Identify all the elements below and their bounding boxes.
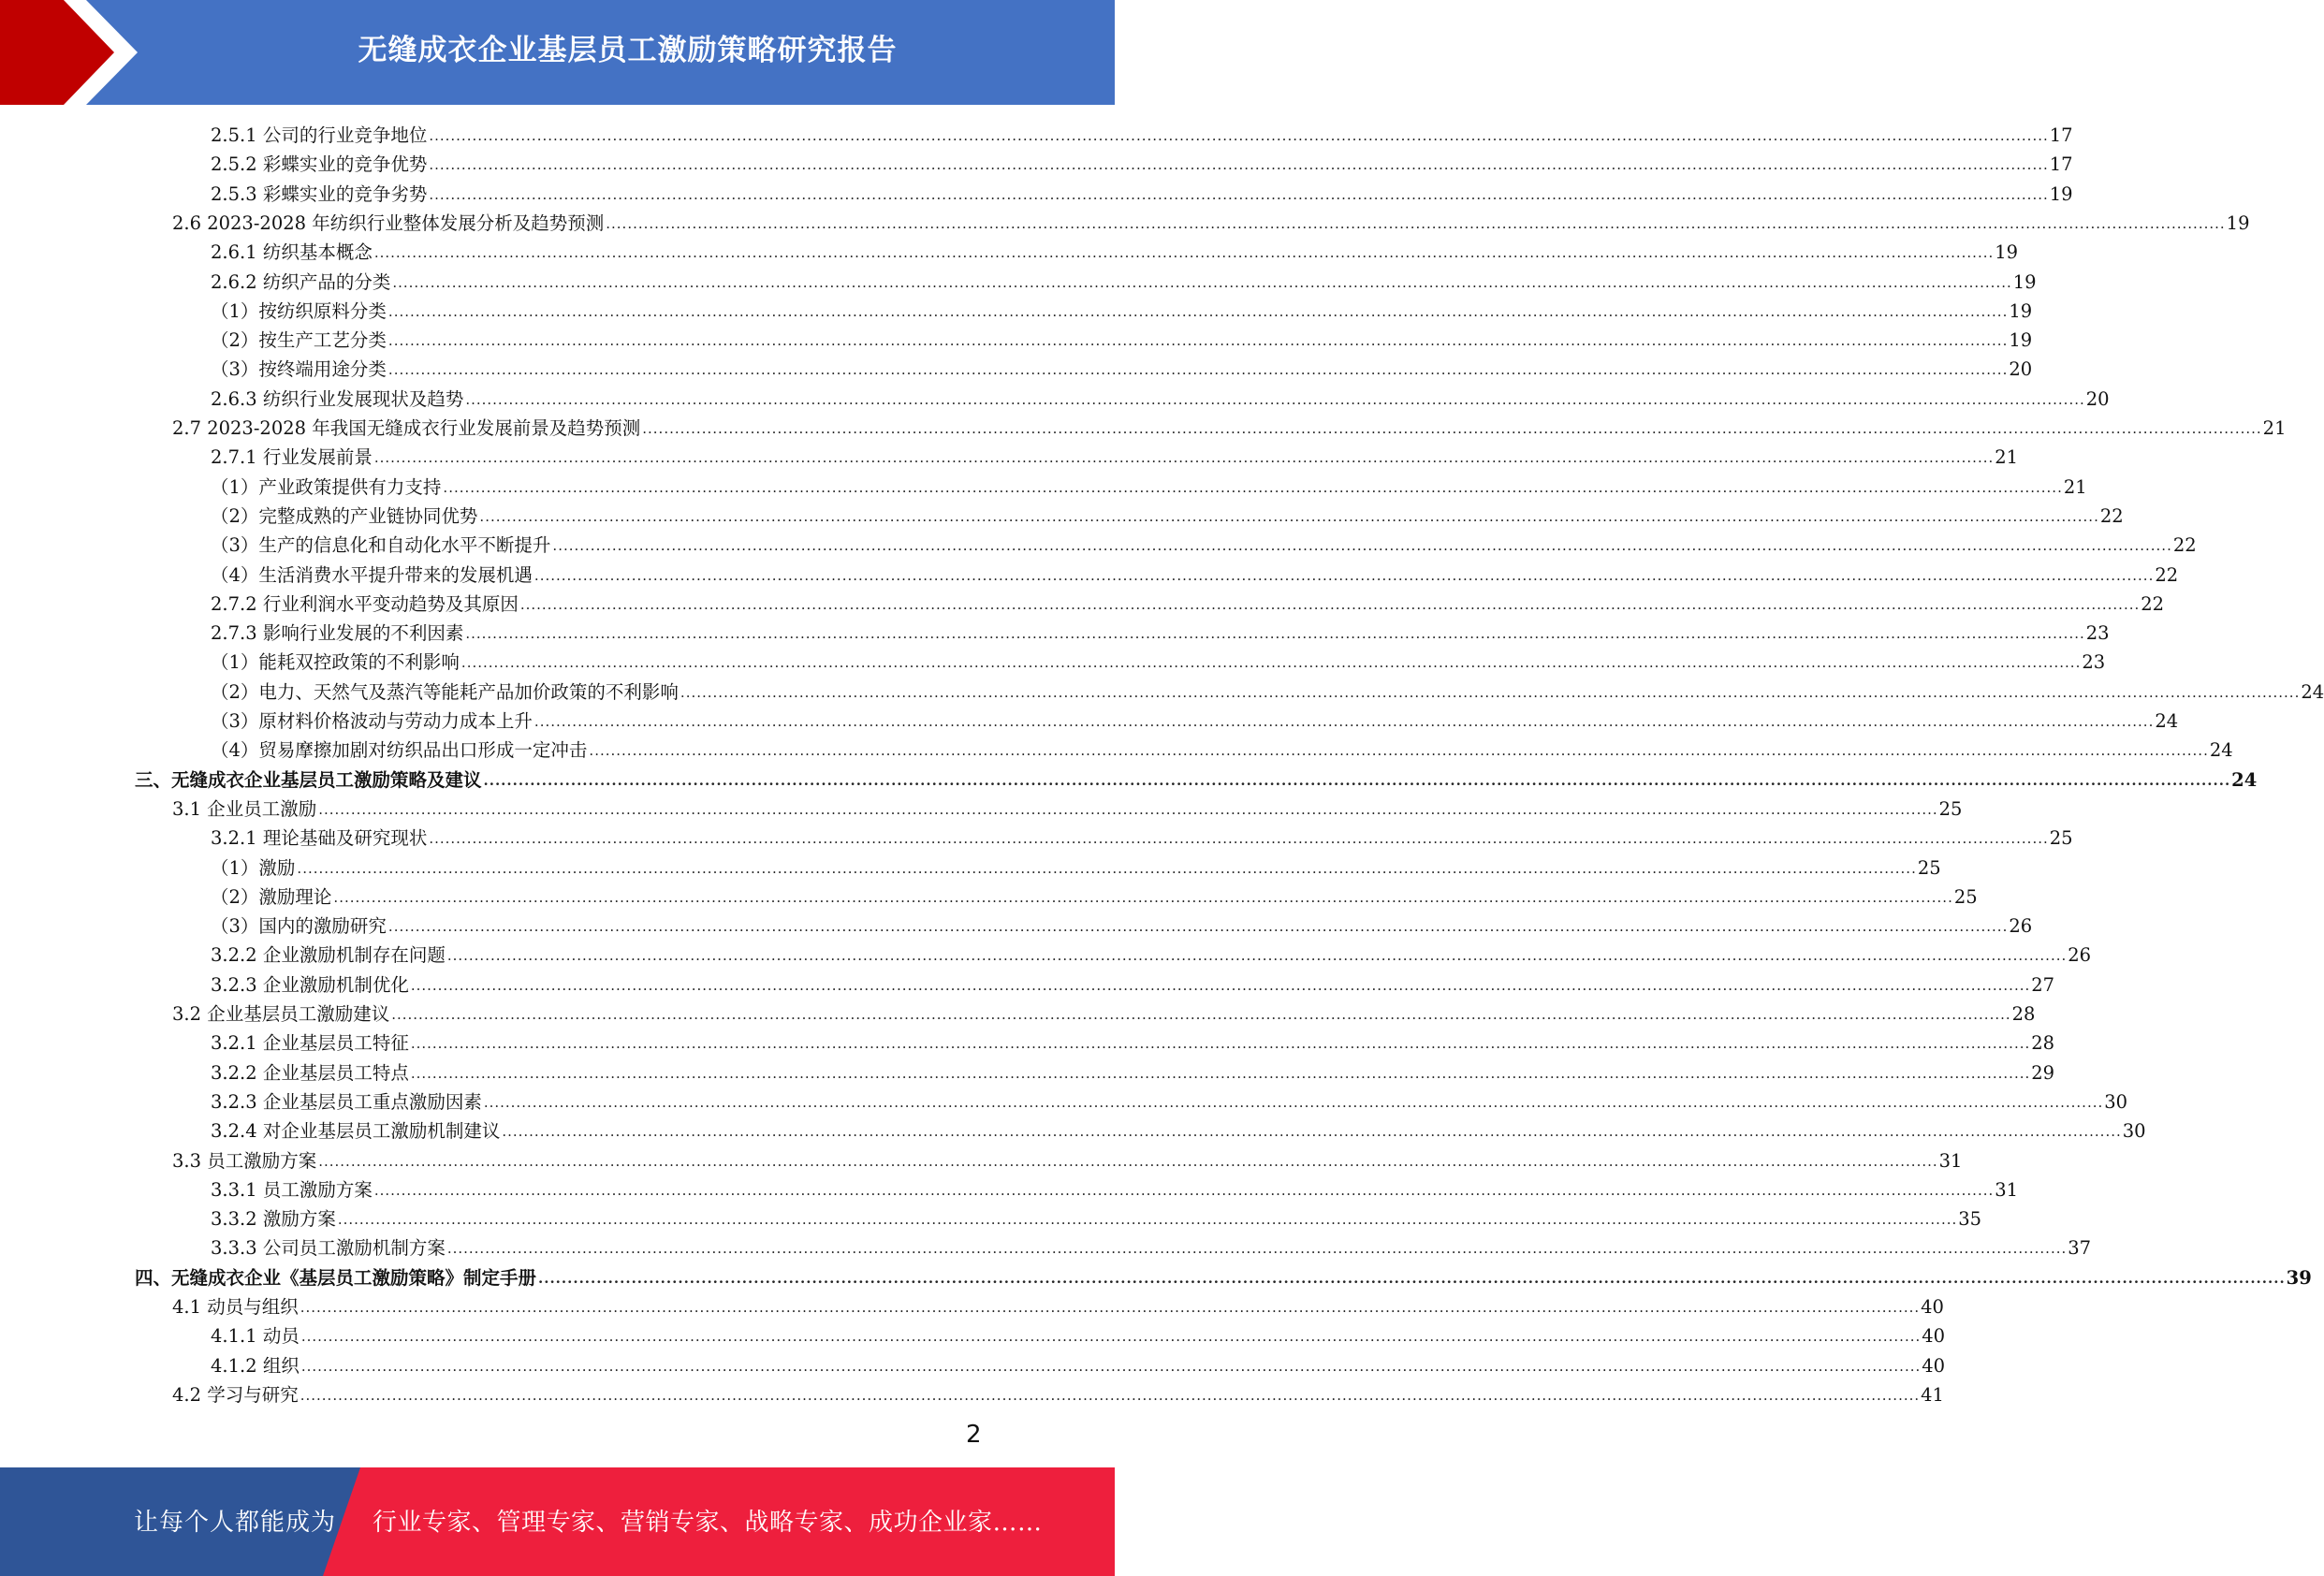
toc-entry-page: 19: [2009, 299, 2033, 322]
toc-entry[interactable]: [211, 853, 1941, 881]
toc-entry-title: 2.5.1 公司的行业竞争地位: [211, 124, 428, 146]
toc-entry[interactable]: [211, 1175, 2019, 1203]
toc-entry-page: 40: [1922, 1354, 1946, 1377]
toc-entry[interactable]: [211, 1028, 2055, 1056]
toc-entry-page: 40: [1922, 1325, 1946, 1348]
toc-entry-page: 24: [2209, 739, 2233, 762]
toc-dot-leader: ............................................................................................................................................................................................................................................................................................................: [410, 1035, 2031, 1053]
toc-entry-page: 21: [2262, 417, 2287, 439]
toc-entry-page: 25: [1953, 885, 1978, 908]
toc-entry-title: 三、无缝成衣企业基层员工激励策略及建议: [135, 768, 482, 791]
toc-entry[interactable]: [172, 1291, 1944, 1320]
report-title: 无缝成衣企业基层员工激励策略研究报告: [358, 34, 898, 67]
toc-entry-page: 17: [2049, 153, 2073, 176]
toc-dot-leader: ............................................................................................................................................................................................................................................................................................................: [680, 683, 2301, 701]
toc-dot-leader: ............................................................................................................................................................................................................................................................................................................: [300, 1357, 1922, 1375]
toc-entry-page: 21: [2063, 475, 2087, 498]
toc-entry-title: （4）生活消费水平提升带来的发展机遇: [211, 563, 533, 586]
toc-dot-leader: ............................................................................................................................................................................................................................................................................................................: [333, 888, 1953, 906]
toc-entry-page: 25: [2049, 827, 2073, 850]
toc-dot-leader: ............................................................................................................................................................................................................................................................................................................: [387, 361, 2009, 379]
toc-dot-leader: ............................................................................................................................................................................................................................................................................................................: [446, 1240, 2068, 1258]
toc-entry[interactable]: [172, 999, 2036, 1027]
toc-entry-page: 22: [2099, 504, 2124, 527]
toc-entry-title: 4.1 动员与组织: [172, 1296, 299, 1318]
toc-dot-leader: ............................................................................................................................................................................................................................................................................................................: [502, 1123, 2122, 1141]
toc-entry-title: 2.6.2 纺织产品的分类: [211, 270, 391, 293]
toc-entry-title: 3.2.1 企业基层员工特征: [211, 1032, 409, 1055]
toc-entry-title: 2.7.2 行业利润水平变动趋势及其原因: [211, 592, 519, 615]
toc-dot-leader: ............................................................................................................................................................................................................................................................................................................: [337, 1211, 1958, 1229]
toc-entry-page: 40: [1921, 1296, 1944, 1318]
toc-entry[interactable]: [211, 1204, 1982, 1232]
toc-entry-page: 24: [2231, 768, 2258, 791]
toc-entry[interactable]: [211, 1233, 2092, 1261]
toc-entry-title: 3.3.3 公司员工激励机制方案: [211, 1237, 446, 1260]
toc-dot-leader: ............................................................................................................................................................................................................................................................................................................: [642, 420, 2262, 437]
toc-entry-title: 4.2 学习与研究: [172, 1383, 299, 1406]
toc-entry-title: （1）能耗双控政策的不利影响: [211, 651, 460, 674]
toc-entry-title: （1）产业政策提供有力支持: [211, 475, 442, 498]
toc-entry-page: 25: [1938, 797, 1963, 820]
toc-entry[interactable]: [211, 647, 2106, 675]
toc-dot-leader: ............................................................................................................................................................................................................................................................................................................: [387, 302, 2009, 320]
toc-entry-page: 20: [2085, 387, 2110, 410]
toc-entry-title: 2.7 2023-2028 年我国无缝成衣行业发展前景及趋势预测: [172, 417, 641, 439]
toc-entry[interactable]: [211, 472, 2087, 500]
toc-entry-page: 24: [2301, 680, 2324, 703]
toc-entry-title: 3.2.3 企业激励机制优化: [211, 973, 409, 996]
toc-entry-title: 2.6.3 纺织行业发展现状及趋势: [211, 387, 464, 410]
toc-entry[interactable]: [211, 325, 2033, 353]
toc-dot-leader: ............................................................................................................................................................................................................................................................................................................: [387, 918, 2009, 936]
toc-entry-page: 28: [2011, 1003, 2036, 1025]
toc-entry-title: （3）生产的信息化和自动化水平不断提升: [211, 534, 551, 557]
toc-entry[interactable]: [211, 267, 2037, 295]
page-footer: [0, 1467, 1115, 1576]
toc-entry-page: 21: [1995, 446, 2019, 469]
toc-entry-page: 19: [2226, 212, 2250, 234]
toc-dot-leader: ............................................................................................................................................................................................................................................................................................................: [465, 625, 2085, 643]
toc-entry[interactable]: [211, 120, 2073, 148]
toc-entry-page: 35: [1958, 1208, 1982, 1231]
toc-entry[interactable]: [211, 149, 2073, 177]
toc-entry[interactable]: [211, 560, 2179, 588]
toc-entry-title: （3）国内的激励研究: [211, 915, 387, 938]
toc-dot-leader: ............................................................................................................................................................................................................................................................................................................: [373, 449, 1995, 467]
toc-entry[interactable]: [211, 384, 2110, 412]
toc-entry-page: 19: [2012, 270, 2037, 293]
toc-entry[interactable]: [211, 1321, 1946, 1349]
toc-dot-leader: ............................................................................................................................................................................................................................................................................................................: [538, 1269, 2286, 1287]
toc-entry-title: 2.7.1 行业发展前景: [211, 446, 373, 469]
toc-entry-page: 20: [2009, 358, 2033, 381]
toc-entry-page: 23: [2082, 651, 2106, 674]
toc-dot-leader: ............................................................................................................................................................................................................................................................................................................: [460, 654, 2082, 672]
toc-dot-leader: ............................................................................................................................................................................................................................................................................................................: [533, 713, 2155, 730]
toc-entry-page: 26: [2009, 915, 2033, 938]
toc-entry[interactable]: [211, 442, 2019, 470]
toc-entry-title: （1）激励: [211, 856, 296, 879]
toc-entry-title: 3.2.4 对企业基层员工激励机制建议: [211, 1120, 501, 1143]
toc-entry-page: 30: [2122, 1120, 2146, 1143]
toc-entry-title: （1）按纺织原料分类: [211, 299, 387, 322]
toc-entry-page: 28: [2031, 1032, 2055, 1055]
toc-entry[interactable]: [211, 1350, 1946, 1379]
toc-entry-page: 19: [1995, 241, 2019, 264]
toc-dot-leader: ............................................................................................................................................................................................................................................................................................................: [391, 1006, 2011, 1023]
toc-entry[interactable]: [172, 413, 2287, 441]
toc-entry-title: 3.2.2 企业基层员工特点: [211, 1061, 409, 1084]
toc-entry-title: 3.3.1 员工激励方案: [211, 1178, 373, 1201]
toc-entry-page: 27: [2031, 973, 2055, 996]
toc-entry-title: 3.3 员工激励方案: [172, 1149, 317, 1172]
toc-entry-title: 3.1 企业员工激励: [172, 797, 317, 820]
toc-entry-title: 3.2.2 企业激励机制存在问题: [211, 944, 446, 967]
toc-dot-leader: ............................................................................................................................................................................................................................................................................................................: [373, 244, 1995, 262]
toc-entry-page: 31: [1995, 1178, 2019, 1201]
toc-entry[interactable]: [172, 1146, 1963, 1174]
toc-entry-title: 2.7.3 影响行业发展的不利因素: [211, 622, 464, 645]
toc-dot-leader: ............................................................................................................................................................................................................................................................................................................: [443, 478, 2063, 496]
toc-entry-page: 22: [2155, 563, 2179, 586]
toc-entry-title: 3.3.2 激励方案: [211, 1208, 336, 1231]
toc-entry-title: （3）按终端用途分类: [211, 358, 387, 381]
toc-entry[interactable]: [211, 589, 2165, 617]
toc-entry-title: 3.2.1 理论基础及研究现状: [211, 827, 428, 850]
footer-slogan-left: 让每个人都能成为: [134, 1509, 337, 1537]
toc-entry-title: 2.5.2 彩蝶实业的竞争优势: [211, 153, 428, 176]
toc-entry[interactable]: [211, 911, 2033, 939]
toc-dot-leader: ............................................................................................................................................................................................................................................................................................................: [483, 771, 2231, 789]
toc-dot-leader: ............................................................................................................................................................................................................................................................................................................: [519, 595, 2141, 613]
toc-dot-leader: ............................................................................................................................................................................................................................................................................................................: [429, 156, 2049, 174]
toc-entry-title: 2.6 2023-2028 年纺织行业整体发展分析及趋势预测: [172, 212, 605, 234]
toc-entry-page: 23: [2085, 622, 2110, 645]
toc-dot-leader: ............................................................................................................................................................................................................................................................................................................: [552, 537, 2172, 555]
toc-entry-title: 3.2.3 企业基层员工重点激励因素: [211, 1090, 482, 1113]
toc-entry[interactable]: [211, 1087, 2128, 1115]
toc-entry[interactable]: [135, 1262, 2312, 1291]
toc-entry[interactable]: [211, 706, 2179, 734]
toc-dot-leader: ............................................................................................................................................................................................................................................................................................................: [589, 742, 2209, 760]
toc-dot-leader: ............................................................................................................................................................................................................................................................................................................: [429, 127, 2049, 144]
toc-entry[interactable]: [211, 970, 2055, 998]
toc-entry-page: 29: [2031, 1061, 2055, 1084]
toc-entry-page: 37: [2068, 1237, 2092, 1260]
toc-entry[interactable]: [211, 530, 2197, 558]
toc-entry-title: （2）完整成熟的产业链协同优势: [211, 504, 478, 527]
toc-dot-leader: ............................................................................................................................................................................................................................................................................................................: [479, 507, 2099, 525]
toc-entry-title: （3）原材料价格波动与劳动力成本上升: [211, 710, 533, 732]
toc-dot-leader: ............................................................................................................................................................................................................................................................................................................: [410, 1064, 2031, 1082]
toc-entry[interactable]: [211, 354, 2033, 382]
toc-entry[interactable]: [211, 940, 2092, 968]
toc-entry[interactable]: [211, 1058, 2055, 1086]
toc-entry[interactable]: [211, 735, 2233, 763]
toc-entry-title: 3.2 企业基层员工激励建议: [172, 1003, 390, 1025]
toc-dot-leader: ............................................................................................................................................................................................................................................................................................................: [300, 1386, 1921, 1404]
toc-entry[interactable]: [211, 677, 2324, 705]
toc-entry[interactable]: [172, 1379, 1944, 1408]
toc-entry-page: 17: [2049, 124, 2073, 146]
toc-dot-leader: ............................................................................................................................................................................................................................................................................................................: [387, 332, 2009, 350]
toc-dot-leader: ............................................................................................................................................................................................................................................................................................................: [318, 1152, 1938, 1170]
toc-dot-leader: ............................................................................................................................................................................................................................................................................................................: [429, 185, 2049, 203]
toc-entry-page: 26: [2068, 944, 2092, 967]
toc-entry-title: （4）贸易摩擦加剧对纺织品出口形成一定冲击: [211, 739, 588, 762]
toc-dot-leader: ............................................................................................................................................................................................................................................................................................................: [297, 859, 1917, 877]
toc-dot-leader: ............................................................................................................................................................................................................................................................................................................: [300, 1299, 1921, 1316]
toc-dot-leader: ............................................................................................................................................................................................................................................................................................................: [373, 1181, 1995, 1199]
toc-dot-leader: ............................................................................................................................................................................................................................................................................................................: [606, 214, 2226, 232]
toc-entry-title: （2）按生产工艺分类: [211, 329, 387, 352]
toc-dot-leader: ............................................................................................................................................................................................................................................................................................................: [533, 566, 2155, 584]
toc-entry-page: 24: [2155, 710, 2179, 732]
toc-dot-leader: ............................................................................................................................................................................................................................................................................................................: [446, 947, 2068, 965]
toc-entry-page: 25: [1917, 856, 1941, 879]
toc-dot-leader: ............................................................................................................................................................................................................................................................................................................: [483, 1093, 2104, 1111]
toc-entry-title: 2.6.1 纺织基本概念: [211, 241, 373, 264]
toc-entry-page: 22: [2172, 534, 2197, 557]
toc-entry[interactable]: [211, 501, 2124, 529]
toc-entry-page: 39: [2286, 1266, 2312, 1289]
toc-entry-title: 4.1.1 动员: [211, 1325, 300, 1348]
toc-entry[interactable]: [172, 794, 1963, 822]
toc-entry-page: 41: [1921, 1383, 1944, 1406]
toc-entry[interactable]: [211, 618, 2110, 646]
toc-entry[interactable]: [211, 296, 2033, 324]
toc-entry[interactable]: [211, 1116, 2146, 1144]
toc-entry-page: 19: [2049, 182, 2073, 205]
toc-dot-leader: ............................................................................................................................................................................................................................................................................................................: [392, 273, 2012, 291]
page-header: [0, 0, 1115, 105]
toc-entry[interactable]: [172, 208, 2250, 236]
footer-slogan-right: 行业专家、管理专家、营销专家、战略专家、成功企业家……: [373, 1509, 1043, 1537]
toc-entry-title: 四、无缝成衣企业《基层员工激励策略》制定手册: [135, 1266, 537, 1289]
toc-entry[interactable]: [211, 823, 2073, 851]
toc-dot-leader: ............................................................................................................................................................................................................................................................................................................: [410, 976, 2031, 994]
toc-entry-title: （2）电力、天然气及蒸汽等能耗产品加价政策的不利影响: [211, 680, 679, 703]
toc-entry-page: 19: [2009, 329, 2033, 352]
toc-entry[interactable]: [211, 179, 2073, 207]
toc-entry[interactable]: [135, 765, 2258, 793]
toc-entry-title: 2.5.3 彩蝶实业的竞争劣势: [211, 182, 428, 205]
toc-entry-title: 4.1.2 组织: [211, 1354, 300, 1377]
toc-dot-leader: ............................................................................................................................................................................................................................................................................................................: [300, 1328, 1922, 1346]
toc-entry[interactable]: [211, 882, 1978, 910]
header-arrow-decoration: [0, 0, 150, 105]
toc-dot-leader: ............................................................................................................................................................................................................................................................................................................: [429, 830, 2049, 848]
toc-entry-page: 31: [1938, 1149, 1963, 1172]
toc-entry-title: （2）激励理论: [211, 885, 332, 908]
toc-dot-leader: ............................................................................................................................................................................................................................................................................................................: [318, 800, 1938, 818]
toc-entry-page: 30: [2104, 1090, 2128, 1113]
page-number: 2: [966, 1421, 982, 1449]
toc-dot-leader: ............................................................................................................................................................................................................................................................................................................: [465, 390, 2085, 408]
toc-entry-page: 22: [2141, 592, 2165, 615]
toc-entry[interactable]: [211, 237, 2019, 265]
